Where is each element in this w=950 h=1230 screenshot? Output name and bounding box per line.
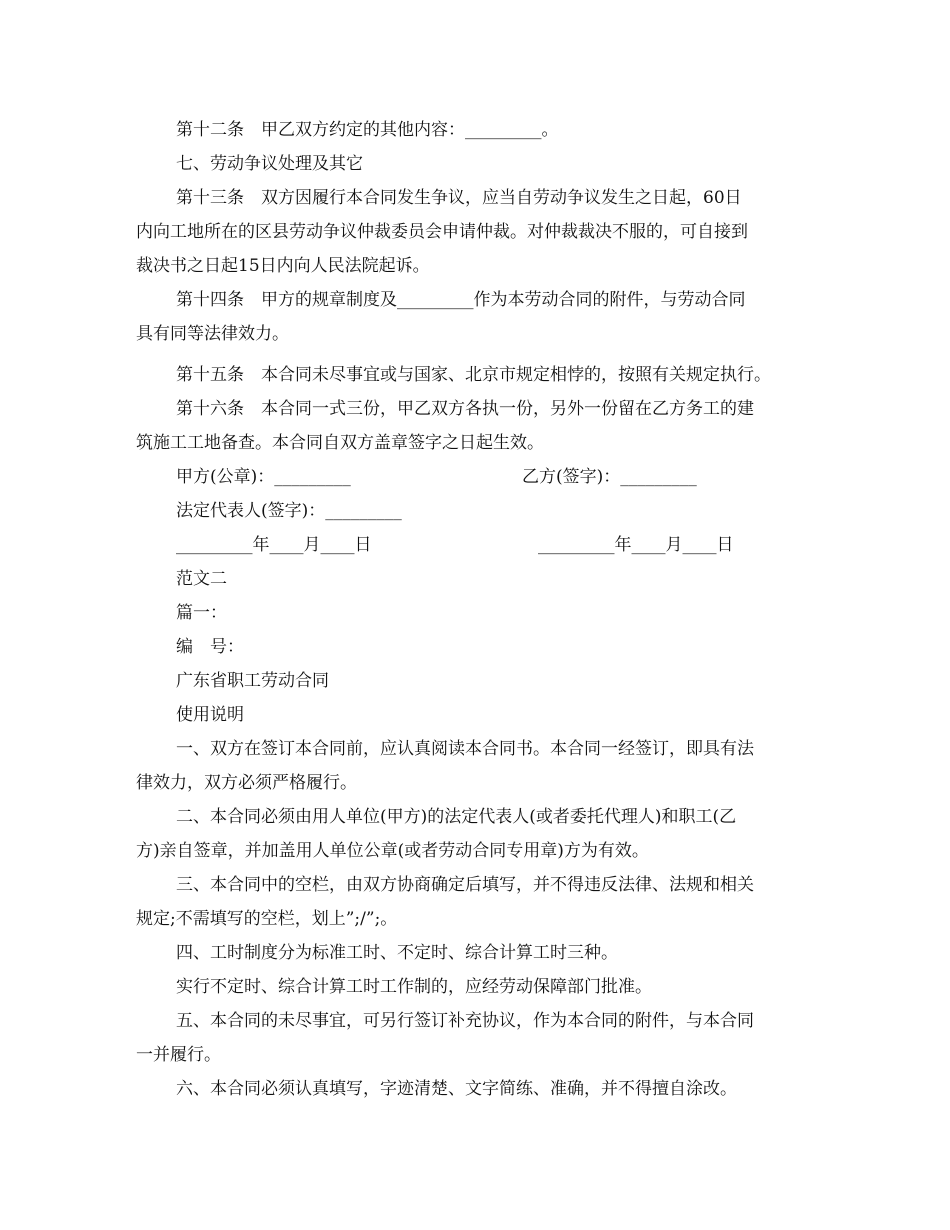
article-12: 第十二条 甲乙双方约定的其他内容：_________。 (176, 120, 559, 140)
number-label: 编 号： (176, 637, 244, 657)
party-a-seal-field: 甲方(公章)：_________ (176, 467, 351, 487)
part-1-label: 篇一： (176, 603, 227, 623)
instructions-title: 使用说明 (176, 705, 244, 725)
article-13-line-1: 第十三条 双方因履行本合同发生争议，应当自劳动争议发生之日起，60日 (176, 188, 742, 208)
article-13-line-3: 裁决书之日起15日内向人民法院起诉。 (136, 256, 430, 276)
article-14-line-1: 第十四条 甲方的规章制度及_________作为本劳动合同的附件，与劳动合同 (176, 290, 746, 310)
article-15: 第十五条 本合同未尽事宜或与国家、北京市规定相悖的，按照有关规定执行。 (176, 365, 771, 385)
contract-title: 广东省职工劳动合同 (176, 671, 329, 691)
article-13-line-2: 内向工地所在的区县劳动争议仲裁委员会申请仲裁。对仲裁裁决不服的，可自接到 (136, 222, 748, 242)
section-7-heading: 七、劳动争议处理及其它 (176, 154, 363, 174)
party-a-date-field: _________年____月____日 (176, 535, 372, 555)
instruction-4: 四、工时制度分为标准工时、不定时、综合计算工时三种。 (176, 943, 618, 963)
instruction-5-line-2: 一并履行。 (136, 1045, 221, 1065)
article-16-line-2: 筑施工工地备查。本合同自双方盖章签字之日起生效。 (136, 433, 544, 453)
instruction-1-line-2: 律效力，双方必须严格履行。 (136, 773, 357, 793)
sample-2-title: 范文二 (176, 569, 227, 589)
instruction-2-line-1: 二、本合同必须由用人单位(甲方)的法定代表人(或者委托代理人)和职工(乙 (176, 807, 737, 827)
instruction-2-line-2: 方)亲自签章，并加盖用人单位公章(或者劳动合同专用章)方为有效。 (136, 841, 649, 861)
instruction-3-line-2: 规定;不需填写的空栏，划上”;/”;。 (136, 909, 398, 929)
legal-representative-field: 法定代表人(签字)：_________ (176, 501, 402, 521)
article-16-line-1: 第十六条 本合同一式三份，甲乙双方各执一份，另外一份留在乙方务工的建 (176, 399, 754, 419)
instruction-5-line-1: 五、本合同的未尽事宜，可另行签订补充协议，作为本合同的附件，与本合同 (176, 1011, 754, 1031)
party-b-signature-field: 乙方(签字)：_________ (522, 467, 697, 487)
instruction-4-note: 实行不定时、综合计算工时工作制的，应经劳动保障部门批准。 (176, 977, 652, 997)
instruction-1-line-1: 一、双方在签订本合同前，应认真阅读本合同书。本合同一经签订，即具有法 (176, 739, 754, 759)
instruction-3-line-1: 三、本合同中的空栏，由双方协商确定后填写，并不得违反法律、法规和相关 (176, 875, 754, 895)
instruction-6: 六、本合同必须认真填写，字迹清楚、文字简练、准确，并不得擅自涂改。 (176, 1079, 737, 1099)
party-b-date-field: _________年____月____日 (538, 535, 734, 555)
article-14-line-2: 具有同等法律效力。 (136, 324, 289, 344)
